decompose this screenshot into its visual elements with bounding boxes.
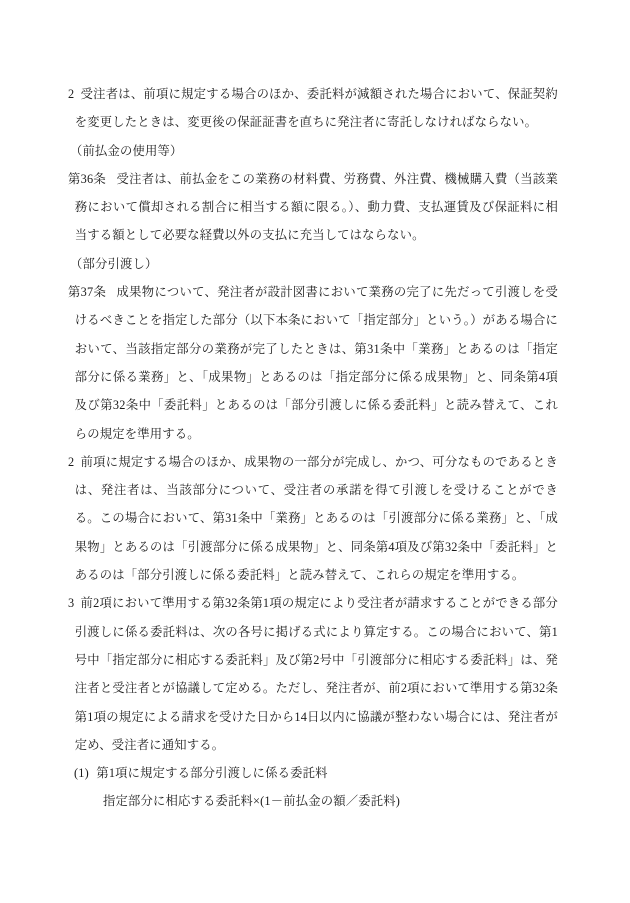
paragraph-number: 2: [68, 454, 75, 469]
item-text: 第1項に規定する部分引渡しに係る委託料: [96, 766, 328, 781]
paragraph-text: 成果物について、発注者が設計図書において業務の完了に先だって引渡しを受けるべきことを指定した部分（以下本条において「指定部分」という。）がある場合において、当該指定部分の業務が完了したときは、第31条中「業務」とあるのは「指定部分に係る業務」と、「成果物」とあるのは「指定部分に係る成果物」と、同条第4項及び第32条中「委託料」とあるのは「部分引渡しに係る委託料」と読み替えて、これらの規定を準用する。: [74, 285, 558, 441]
paragraph-number: 2: [68, 87, 75, 101]
formula-line: 指定部分に相応する委託料×(1－前払金の額／委託料): [103, 794, 401, 809]
item-number: (1): [74, 766, 89, 781]
article-number: 第37条: [68, 285, 107, 300]
section-heading: （部分引渡し）: [70, 256, 158, 271]
paragraph-text: 受注者は、前払金をこの業務の材料費、労務費、外注費、機械購入費（当該業務において償却される割合に相当する額に限る。）、動力費、支払運賃及び保証料に相当する額として必要な経費以外の支払に充当してはならない。: [74, 171, 558, 243]
clause-paragraph: [68, 448, 558, 589]
clause-paragraph: [68, 589, 558, 759]
paragraph-number: 3: [68, 596, 75, 611]
paragraph-text: 前2項において準用する第32条第1項の規定により受注者が請求することができる部分引渡しに係る委託料は、次の各号に掲げる式により算定する。この場合において、第1号中「指定部分に相応する委託料」及び第2号中「引渡部分に相応する委託料」は、発注者と受注者とが協議して定める。ただし、発注者が、前2項において準用する第32条第1項の規定による請求を受けた日から14日以内に協議が整わない場合には、発注者が定め、受注者に通知する。: [74, 596, 558, 752]
paragraph-text: 受注者は、前項に規定する場合のほか、委託料が減額された場合において、保証契約を変更したときは、変更後の保証証書を直ちに発注者に寄託しなければならない。: [74, 87, 558, 130]
article-paragraph: [68, 278, 558, 448]
paragraph-text: 前項に規定する場合のほか、成果物の一部分が完成し、かつ、可分なものであるときは、発注者は、当該部分について、受注者の承諾を得て引渡しを受けることができる。この場合において、第31条中「業務」とあるのは「引渡部分に係る業務」と、「成果物」とあるのは「引渡部分に係る成果物」と、同条第4項及び第32条中「委託料」とあるのは「部分引渡しに係る委託料」と読み替えて、これらの規定を準用する。: [74, 454, 558, 583]
clause-paragraph: [68, 80, 558, 137]
article-paragraph: [68, 165, 558, 250]
list-item: [74, 759, 558, 787]
article-number: 第36条: [68, 171, 107, 186]
section-heading: （前払金の使用等）: [70, 143, 183, 158]
